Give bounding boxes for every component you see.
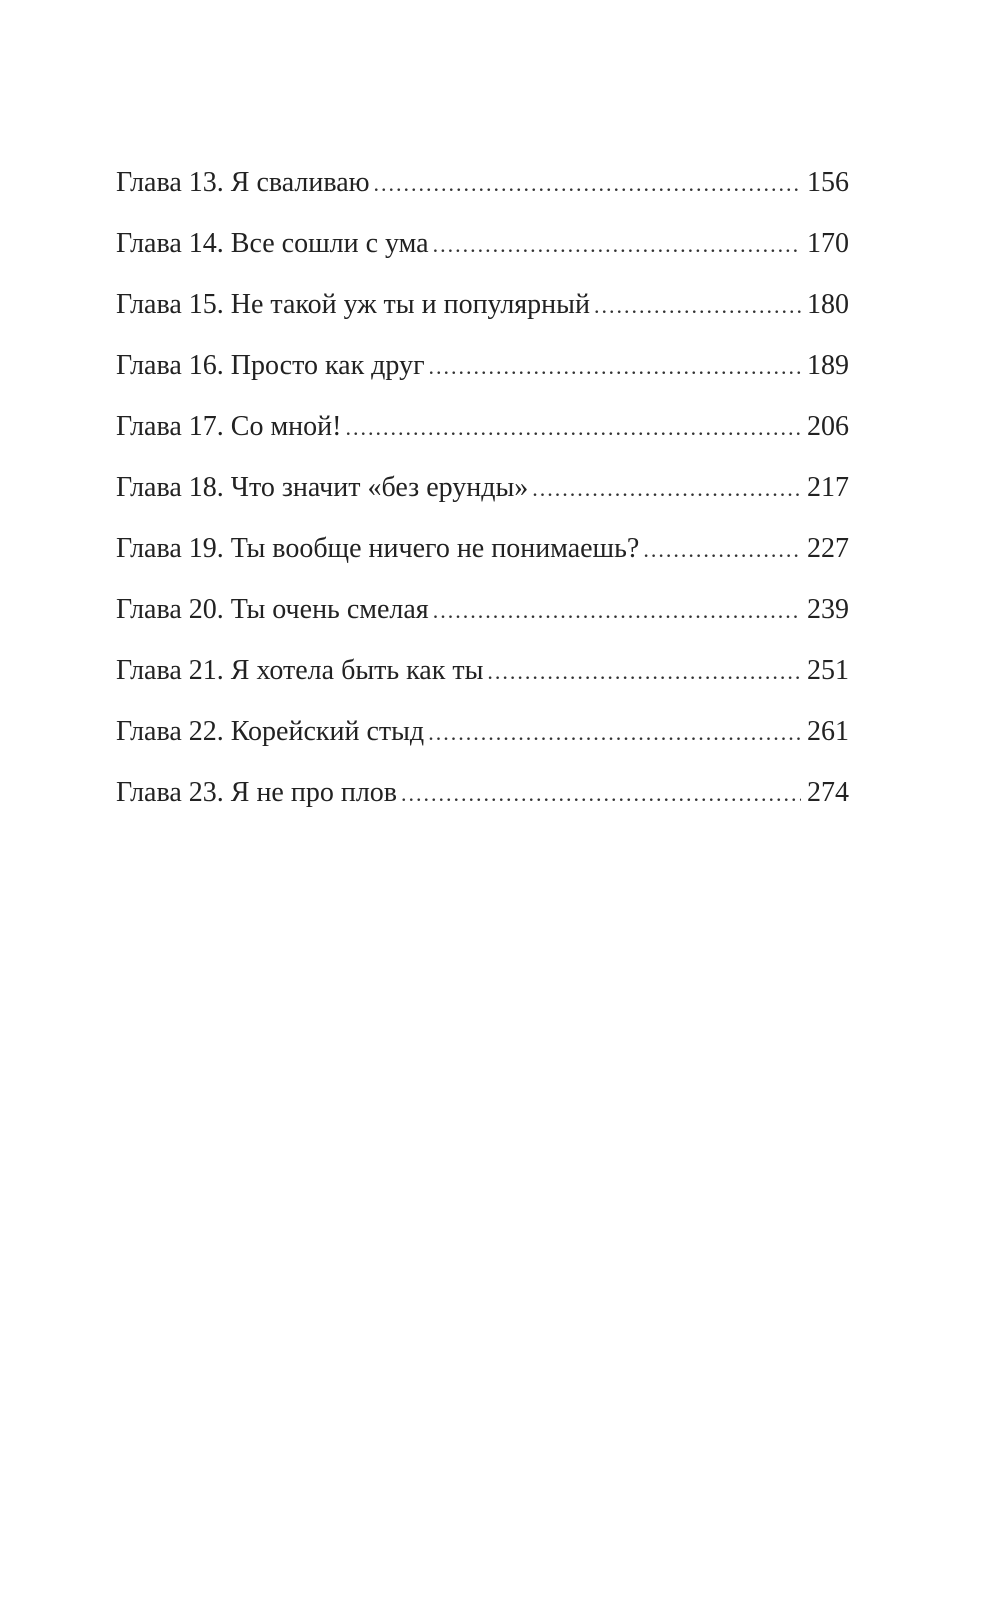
toc-entry xyxy=(116,529,849,590)
dot-leader xyxy=(532,469,801,509)
page-number: 156 xyxy=(807,167,849,198)
dot-leader xyxy=(428,713,801,753)
chapter-title: Глава 14. Все сошли с ума xyxy=(116,228,429,259)
chapter-title: Глава 17. Со мной! xyxy=(116,411,342,442)
table-of-contents xyxy=(116,163,849,834)
dot-leader xyxy=(433,591,801,631)
toc-entry xyxy=(116,407,849,468)
page-number: 274 xyxy=(807,777,849,808)
toc-entry xyxy=(116,163,849,224)
page-number: 170 xyxy=(807,228,849,259)
page-number: 206 xyxy=(807,411,849,442)
chapter-title: Глава 22. Корейский стыд xyxy=(116,716,425,747)
dot-leader xyxy=(429,347,801,387)
page-number: 227 xyxy=(807,533,849,564)
page-number: 189 xyxy=(807,350,849,381)
dot-leader xyxy=(594,286,801,326)
toc-entry xyxy=(116,285,849,346)
chapter-title: Глава 21. Я хотела быть как ты xyxy=(116,655,484,686)
toc-entry xyxy=(116,773,849,834)
chapter-title: Глава 23. Я не про плов xyxy=(116,777,398,808)
chapter-title: Глава 19. Ты вообще ничего не понимаешь? xyxy=(116,533,640,564)
dot-leader xyxy=(374,164,801,204)
chapter-title: Глава 20. Ты очень смелая xyxy=(116,594,429,625)
toc-entry xyxy=(116,468,849,529)
toc-entry xyxy=(116,651,849,712)
toc-entry xyxy=(116,712,849,773)
page-number: 261 xyxy=(807,716,849,747)
chapter-title: Глава 18. Что значит «без ерунды» xyxy=(116,472,529,503)
chapter-title: Глава 13. Я сваливаю xyxy=(116,167,370,198)
toc-entry xyxy=(116,346,849,407)
toc-entry xyxy=(116,224,849,285)
page-number: 180 xyxy=(807,289,849,320)
dot-leader xyxy=(401,774,801,814)
dot-leader xyxy=(345,408,801,448)
dot-leader xyxy=(433,225,801,265)
dot-leader xyxy=(643,530,801,570)
chapter-title: Глава 16. Просто как друг xyxy=(116,350,425,381)
dot-leader xyxy=(487,652,801,692)
chapter-title: Глава 15. Не такой уж ты и популярный xyxy=(116,289,590,320)
toc-entry xyxy=(116,590,849,651)
page-number: 251 xyxy=(807,655,849,686)
page-number: 217 xyxy=(807,472,849,503)
page-number: 239 xyxy=(807,594,849,625)
